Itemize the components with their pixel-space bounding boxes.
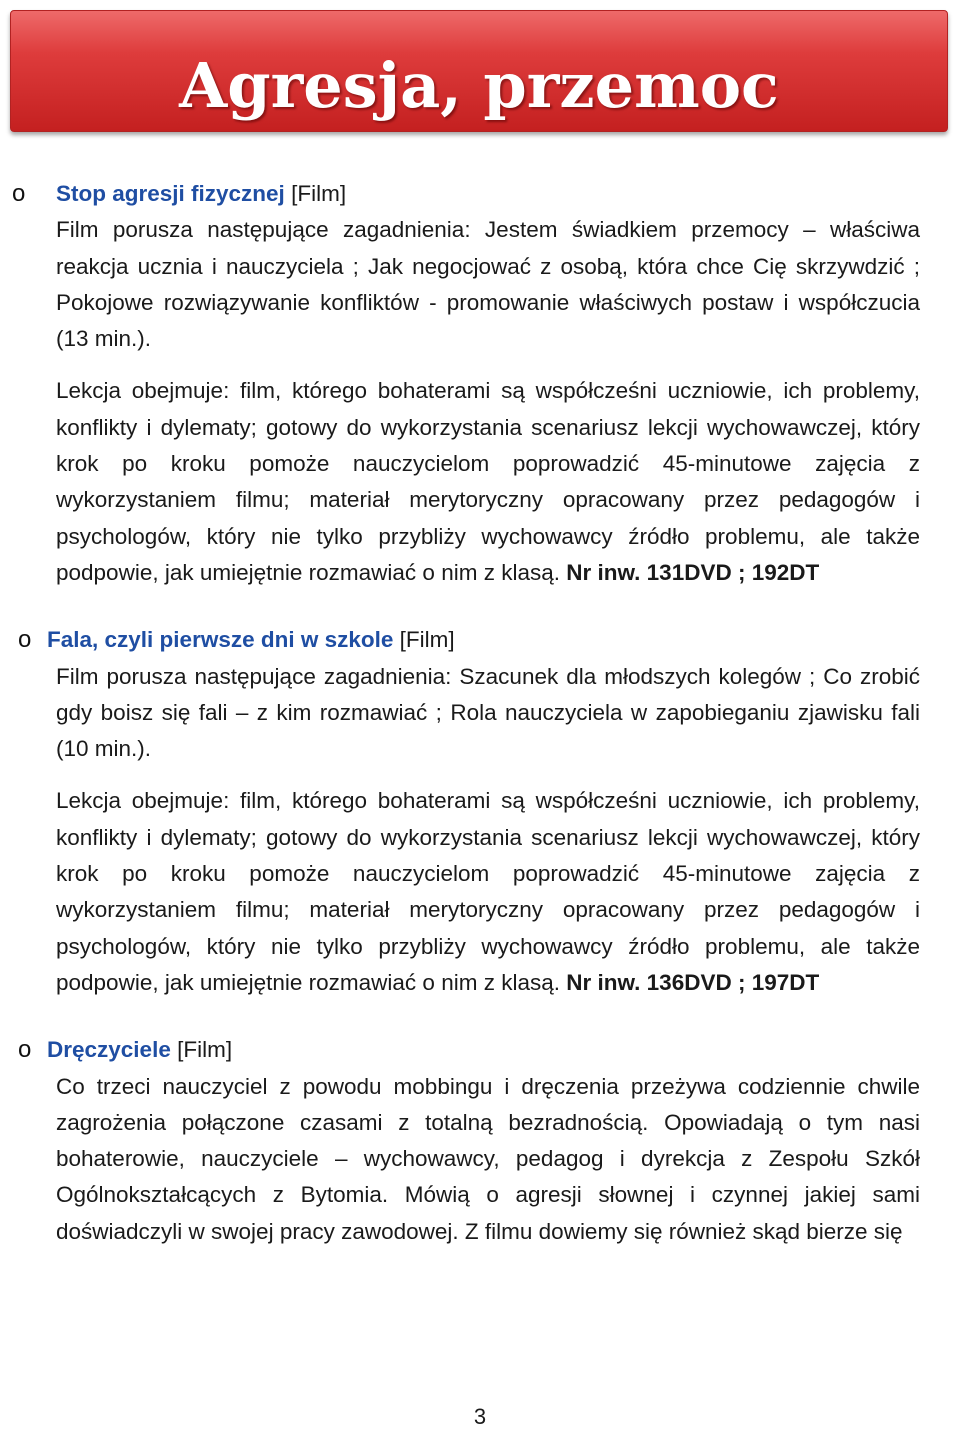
entry-lesson: Lekcja obejmuje: film, którego bohaterami są współcześni uczniowie, ich problemy, konflikty i dylematy; gotowy do wykorzystania scenariusz lekcji wychowawczej, który krok po kroku pomoże nauczycielom poprowadzić 45-minutowe zajęcia z wykorzystaniem filmu; materiał merytoryczny opracowany przez pedagogów i psychologów, który nie tylko przybliży wychowawcy źródło problemu, ale także podpowie, jak umiejętnie rozmawiać o nim z klasą.: [56, 788, 920, 995]
entry-dreczyciele: [0, 1032, 960, 1250]
entry-lesson: Lekcja obejmuje: film, którego bohaterami są współcześni uczniowie, ich problemy, konflikty i dylematy; gotowy do wykorzystania scenariusz lekcji wychowawczej, który krok po kroku pomoże nauczycielom poprowadzić 45-minutowe zajęcia z wykorzystaniem filmu; materiał merytoryczny opracowany przez pedagogów i psychologów, który nie tylko przybliży wychowawcy źródło problemu, ale także podpowie, jak umiejętnie rozmawiać o nim z klasą.: [56, 378, 920, 585]
entry-lesson-block: [56, 373, 920, 591]
entry-stop-agresji: [0, 176, 960, 591]
entry-title[interactable]: Stop agresji fizycznej: [56, 181, 285, 206]
entry-fala: [0, 622, 960, 1001]
bullet: o: [18, 1036, 32, 1064]
entry-lesson-block: [56, 783, 920, 1001]
entry-title[interactable]: Dręczyciele: [47, 1037, 171, 1063]
entry-heading: [56, 176, 920, 212]
bullet: o: [18, 626, 32, 654]
entry-inventory: Nr inw. 136DVD ; 197DT: [566, 969, 820, 995]
entry-type: [Film]: [399, 627, 455, 653]
entry-description: Film porusza następujące zagadnienia: Szacunek dla młodszych kolegów ; Co zrobić gdy boisz się fali – z kim rozmawiać ; Rola nauczyciela w zapobieganiu zjawisku fali (10 min.).: [56, 663, 920, 762]
entry-type: [Film]: [291, 181, 347, 206]
entry-title[interactable]: Fala, czyli pierwsze dni w szkole: [47, 627, 394, 653]
content: [0, 176, 960, 1250]
entry-type: [Film]: [177, 1037, 233, 1063]
entry-description: Film porusza następujące zagadnienia: Jestem świadkiem przemocy – właściwa reakcja ucznia i nauczyciela ; Jak negocjować z osobą, która chce Cię skrzywdzić ; Pokojowe rozwiązywanie konfliktów - promowanie właściwych postaw i współczucia (13 min.).: [56, 217, 920, 352]
entry-heading: [47, 1032, 920, 1068]
entry-heading: [47, 622, 920, 658]
entry-description: Co trzeci nauczyciel z powodu mobbingu i dręczenia przeżywa codziennie chwile zagrożenia połączone czasami z totalną bezradnością. Opowiadają o tym nasi bohaterowie, nauczyciele – wychowawcy, pedagog i dyrekcja z Zespołu Szkół Ogólnokształcących z Bytomia. Mówią o agresji słownej i czynnej jakiej sami doświadczyli w swojej pracy zawodowej. Z filmu dowiemy się również skąd bierze się: [56, 1073, 920, 1244]
entry-inventory: Nr inw. 131DVD ; 192DT: [566, 559, 820, 585]
page-number: 3: [473, 1404, 487, 1429]
page-title: Agresja, przemoc: [179, 49, 779, 122]
bullet: o: [12, 180, 26, 207]
title-banner: [10, 10, 948, 132]
